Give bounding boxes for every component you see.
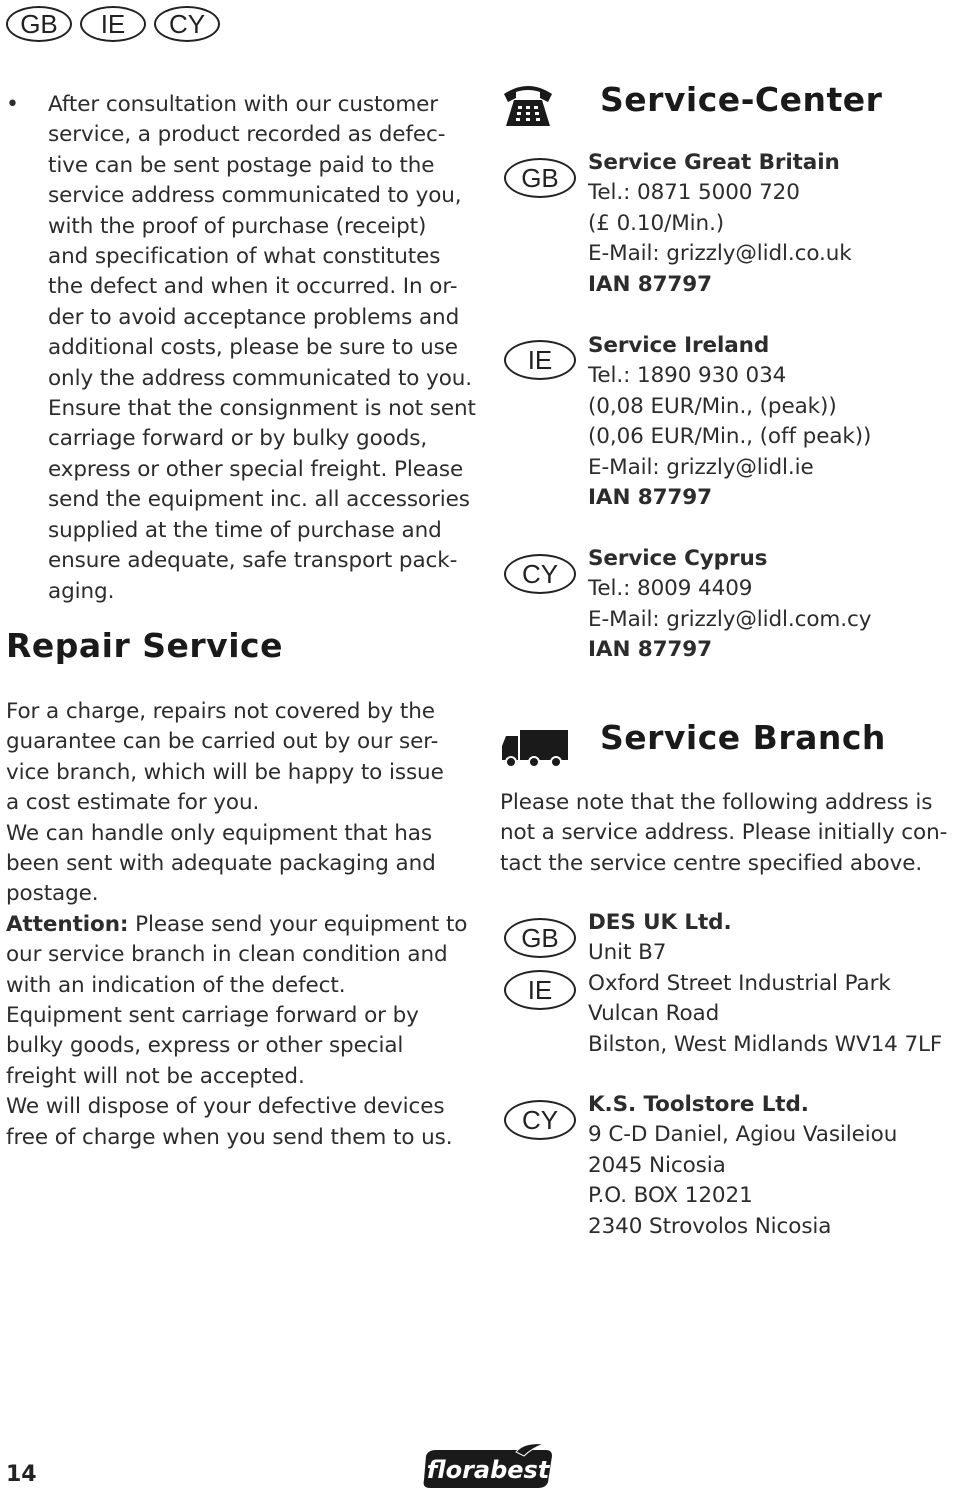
repair-line: freight will not be accepted. (6, 1063, 305, 1089)
telephone-icon (500, 80, 556, 128)
truck-icon (500, 726, 570, 768)
bullet-line: ensure adequate, safe transport pack- (48, 548, 458, 574)
address-gb-tag: GB (504, 918, 576, 958)
country-tag-ie: IE (80, 6, 146, 42)
address-line: 2045 Nicosia (588, 1152, 726, 1178)
service-ie-title: Service Ireland (588, 333, 770, 358)
bullet-line: carriage forward or by bulky goods, (48, 426, 428, 452)
address-cy (588, 1090, 958, 1242)
service-cy-email: E-Mail: grizzly@lidl.com.cy (588, 606, 872, 632)
repair-service-heading: Repair Service (6, 626, 283, 665)
address-uk-ie (588, 908, 960, 1060)
repair-line: We will dispose of your defective devices (6, 1094, 445, 1120)
repair-line: been sent with adequate packaging and (6, 851, 436, 877)
bullet-line: Ensure that the consignment is not sent (48, 396, 476, 422)
bullet-line: After consultation with our customer (48, 92, 439, 117)
page-number: 14 (6, 1462, 37, 1487)
service-cy-tel: Tel.: 8009 4409 (588, 576, 753, 602)
cy-tag: CY (504, 554, 576, 594)
bullet-line: the defect and when it occurred. In or- (48, 274, 458, 300)
repair-line: guarantee can be carried out by our ser- (6, 729, 439, 755)
address-line: Bilston, West Midlands WV14 7LF (588, 1031, 943, 1057)
service-gb-rate: (£ 0.10/Min.) (588, 210, 725, 236)
service-cy-ian: IAN 87797 (588, 637, 713, 663)
repair-line: a cost estimate for you. (6, 790, 260, 816)
country-tags (6, 6, 220, 42)
service-ie (588, 331, 958, 513)
bullet-paragraph (6, 90, 476, 607)
brand-text: florabest (426, 1456, 550, 1484)
repair-line: postage. (6, 881, 99, 907)
service-ie-rate-offpeak: (0,06 EUR/Min., (off peak)) (588, 424, 872, 450)
repair-line: We can handle only equipment that has (6, 820, 432, 846)
service-gb (588, 148, 958, 300)
address-cy-tag: CY (504, 1100, 576, 1140)
florabest-logo (420, 1442, 556, 1490)
service-cy-title: Service Cyprus (588, 546, 768, 571)
repair-line: our service branch in clean condition and (6, 942, 448, 968)
country-tag-gb: GB (6, 6, 72, 42)
repair-text (6, 697, 486, 1153)
repair-line: vice branch, which will be happy to issue (6, 759, 444, 785)
address-uk-ie-company: DES UK Ltd. (588, 910, 732, 935)
address-cy-company: K.S. Toolstore Ltd. (588, 1092, 809, 1117)
address-line: P.O. BOX 12021 (588, 1183, 753, 1209)
bullet-line: der to avoid acceptance problems and (48, 304, 460, 330)
repair-line: with an indication of the defect. (6, 972, 346, 998)
bullet-dot-icon: • (6, 92, 19, 117)
repair-line: free of charge when you send them to us. (6, 1124, 453, 1150)
service-ie-tel: Tel.: 1890 930 034 (588, 363, 787, 389)
bullet-line: supplied at the time of purchase and (48, 517, 442, 543)
service-cy (588, 544, 958, 666)
service-ie-email: E-Mail: grizzly@lidl.ie (588, 454, 814, 480)
bullet-line: only the address communicated to you. (48, 365, 473, 391)
address-line: 9 C-D Daniel, Agiou Vasileiou (588, 1122, 898, 1148)
repair-line: For a charge, repairs not covered by the (6, 699, 435, 724)
service-center-heading: Service-Center (600, 80, 883, 119)
service-gb-title: Service Great Britain (588, 150, 840, 175)
service-gb-ian: IAN 87797 (588, 271, 713, 297)
branch-note-line: tact the service centre specified above. (500, 850, 923, 876)
bullet-line: with the proof of purchase (receipt) (48, 213, 427, 239)
bullet-line: tive can be sent postage paid to the (48, 152, 435, 178)
repair-line: Equipment sent carriage forward or by (6, 1003, 419, 1029)
bullet-line: service, a product recorded as defec- (48, 122, 446, 148)
repair-line: bulky goods, express or other special (6, 1033, 404, 1059)
gb-tag: GB (504, 158, 576, 198)
branch-note (500, 788, 955, 879)
service-gb-email: E-Mail: grizzly@lidl.co.uk (588, 241, 852, 267)
bullet-line: send the equipment inc. all accessories (48, 487, 470, 513)
service-gb-tel: Tel.: 0871 5000 720 (588, 180, 800, 206)
country-tag-cy: CY (154, 6, 220, 42)
address-line: Oxford Street Industrial Park (588, 970, 891, 996)
attention-label: Attention: (6, 911, 129, 937)
branch-note-line: not a service address. Please initially con- (500, 820, 948, 846)
bullet-line: additional costs, please be sure to use (48, 335, 458, 361)
bullet-line: and specification of what constitutes (48, 244, 441, 270)
address-line: Vulcan Road (588, 1001, 720, 1027)
address-line: 2340 Strovolos Nicosia (588, 1213, 832, 1239)
bullet-text (48, 90, 476, 607)
address-ie-tag: IE (504, 970, 576, 1010)
service-ie-rate-peak: (0,08 EUR/Min., (peak)) (588, 393, 837, 419)
attention-rest: Please send your equipment to (128, 911, 468, 937)
service-branch-heading: Service Branch (600, 718, 886, 757)
bullet-line: aging. (48, 578, 115, 604)
service-ie-ian: IAN 87797 (588, 485, 713, 511)
bullet-line: service address communicated to you, (48, 183, 462, 209)
bullet-line: express or other special freight. Please (48, 456, 464, 482)
branch-note-line: Please note that the following address is (500, 790, 933, 815)
attention-line (6, 910, 486, 940)
ie-tag: IE (504, 340, 576, 380)
address-line: Unit B7 (588, 940, 667, 966)
